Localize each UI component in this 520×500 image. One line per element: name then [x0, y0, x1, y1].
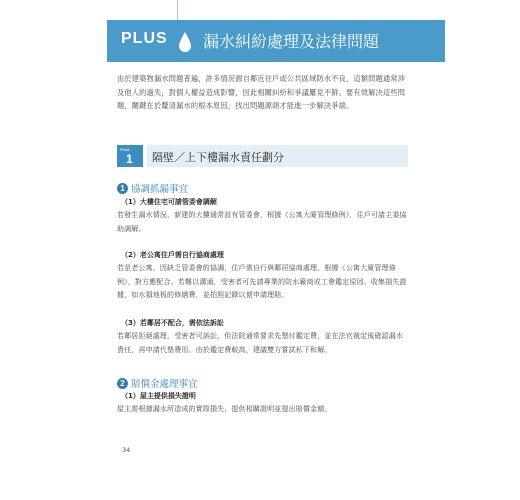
- water-drop-icon: [178, 31, 192, 53]
- section-number-badge: 1: [117, 183, 128, 194]
- point-number: 1: [126, 152, 133, 166]
- point-heading-bar: [147, 145, 408, 167]
- intro-paragraph: 由於建築物漏水問題普遍，許多情況源自鄰近住戶或公共區域防水不良，這類問題通常涉及他人的過失，對個人權益造成影響，因此相關糾紛和爭議屢見不鮮。要有效解決這些問題，關鍵在於釐清漏水的根本原因，找出問題源頭才能進一步解決爭端。: [117, 74, 406, 110]
- header-banner: [107, 20, 445, 62]
- section-title: 協調抓漏事宜: [131, 184, 189, 195]
- page-title: 漏水糾紛處理及法律問題: [203, 32, 380, 51]
- point-title: 隔壁／上下樓漏水責任劃分: [152, 151, 284, 164]
- section-title: 賠償金處理事宜: [131, 379, 198, 390]
- point-label: Point: [120, 147, 130, 152]
- subsection-text: 若鄰居拒絕處理，受害者可訴訟，但法院通常要求先墊付鑑定費，並在法官裁定後確認漏水責任，再申請代墊費用。由於鑑定費較高，建議雙方嘗試私下和解。: [117, 332, 403, 354]
- water-drop-string: [177, 0, 178, 20]
- subsection-heading: （2）老公寓住戶需自行協商處理: [121, 251, 224, 259]
- subsection-heading: （3）若鄰居不配合，需依法訴訟: [121, 319, 224, 327]
- section-number-badge: 2: [117, 378, 128, 389]
- subsection-text: 若發生漏水情況，新建的大樓通常設有管委會，根據《公寓大廈管理條例》，住戶可請主委協助調解。: [117, 211, 407, 233]
- section-heading: [117, 376, 198, 390]
- subsection-heading: （1）屋主提供損失證明: [121, 392, 196, 400]
- subsection-text: 若是老公寓，因缺乏管委會的協調，住戶需自行與鄰居協商處理，根據《公寓大廈管理條例》，對方應配合。若難以溝通，受害者可先請專業的防水廠商或工會鑑定原因、收集損失證據，如水損地板的修繕費，並拍照記錄以便申請理賠。: [117, 264, 407, 299]
- page-number: 34: [122, 446, 131, 454]
- section-heading: [117, 181, 188, 195]
- plus-brand-label: PLUS: [121, 30, 168, 47]
- point-badge: [117, 145, 143, 167]
- subsection-text: 屋主需根據漏水所造成的實際損失，提供相關證明並提出賠償金額。: [117, 405, 332, 413]
- subsection-heading: （1）大樓住宅可請管委會調解: [121, 198, 217, 206]
